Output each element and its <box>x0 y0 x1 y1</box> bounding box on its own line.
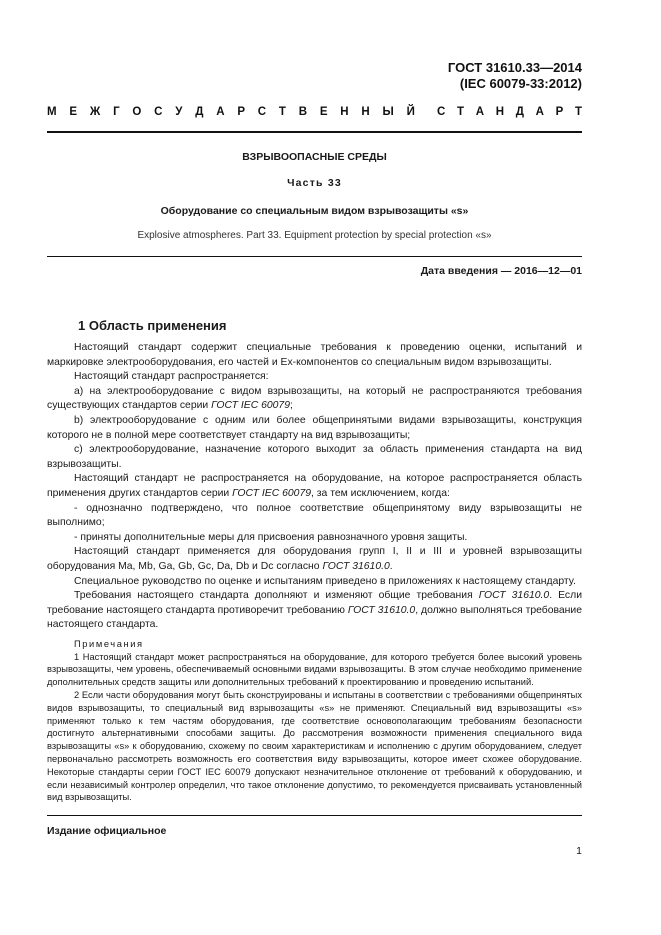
banner-letter: Р <box>555 106 564 118</box>
banner-letter: Т <box>574 106 582 118</box>
title-divider <box>47 256 582 257</box>
standard-reference: ГОСТ 31610.0 <box>478 590 550 602</box>
paragraph: - приняты дополнительные меры для присвоения равнозначного уровня защиты. <box>74 531 468 543</box>
standard-number-block <box>448 60 582 92</box>
banner-letter: О <box>132 106 142 118</box>
banner-letter: Й <box>406 106 415 118</box>
banner-letter: У <box>175 106 183 118</box>
banner-letter: А <box>535 106 544 118</box>
paragraph: Настоящий стандарт не распространяется на оборудование, на которое распространяется область применения других стандартов серии ГОСТ IEC 60079, за тем исключением, когда: <box>47 473 582 499</box>
banner-letter: Н <box>340 106 349 118</box>
paragraph: c) электрооборудование, назначение которого выходит за область применения стандарта на вид взрывозащиты. <box>47 444 582 470</box>
paragraph: Настоящий стандарт распространяется: <box>74 371 269 383</box>
standard-reference: ГОСТ 31610.0 <box>322 560 390 572</box>
paragraph: b) электрооборудование с одним или более общепринятыми видами взрывозащиты, конструкция которого не в полной мере соответствует стандарту на вид взрывозащиты; <box>47 414 582 441</box>
note-1: 1 Настоящий стандарт может распространяться на оборудование, для которого требуется более высокий уровень взрывозащиты, чем уровень, обеспечиваемый основными видами взрывозащиты. В этом случае необходимо применение дополнительных средств защиты или дополнительных требований к проектированию и проведению испытаний. <box>47 651 582 688</box>
paragraph: - однозначно подтверждено, что полное соответствие общепринятому виду взрывозащиты не выполнимо; <box>47 502 582 529</box>
introduction-date: Дата введения — 2016—12—01 <box>420 265 582 277</box>
banner-word-standard <box>437 106 582 118</box>
banner-letter: Ж <box>89 106 101 118</box>
document-subtitle: Оборудование со специальным видом взрывозащиты «s» <box>160 205 469 217</box>
notes-block <box>47 638 582 804</box>
paragraph: Настоящий стандарт применяется для оборудования групп I, II и III и уровней взрывозащиты оборудования Ma, Mb, Ga, Gb, Gc, Da, Db и Dc согласно ГОСТ 31610.0. <box>47 546 582 572</box>
banner-letter: М <box>47 106 57 118</box>
standard-number: ГОСТ 31610.33—2014 <box>447 60 582 75</box>
paragraph: Специальное руководство по оценке и испытаниям приведено в приложениях к настоящему стандарту. <box>74 575 576 587</box>
banner-letter: С <box>154 106 163 118</box>
document-title: ВЗРЫВООПАСНЫЕ СРЕДЫ <box>242 151 387 163</box>
banner-letter: Н <box>361 106 370 118</box>
standard-reference: ГОСТ IEC 60079 <box>232 487 312 499</box>
paragraph: Требования настоящего стандарта дополняют и изменяют общие требования ГОСТ 31610.0. Если требование настоящего стандарта противоречит требованию ГОСТ 31610.0, должно выполняться требование настоящего стандарта. <box>47 590 582 631</box>
banner-letter: А <box>475 106 485 118</box>
banner-letter: Ы <box>382 106 394 118</box>
banner-letter: Е <box>69 106 78 118</box>
banner-letter: В <box>298 106 308 118</box>
official-edition: Издание официальное <box>47 825 167 837</box>
banner-letter: Г <box>113 106 120 118</box>
interstate-standard-banner <box>47 106 582 118</box>
header-divider <box>47 131 582 133</box>
banner-letter: С <box>257 106 267 118</box>
banner-letter: А <box>216 106 225 118</box>
english-title: Explosive atmospheres. Part 33. Equipment protection by special protection «s» <box>137 230 492 241</box>
footer-divider <box>47 815 582 816</box>
standard-reference: ГОСТ 31610.0 <box>347 604 416 616</box>
banner-letter: Т <box>457 106 465 118</box>
section-heading: 1 Область применения <box>78 318 227 333</box>
banner-letter: Н <box>495 106 505 118</box>
banner-letter: Д <box>195 106 204 118</box>
banner-letter: Т <box>278 106 286 118</box>
banner-word-interstate <box>47 106 415 118</box>
banner-letter: Д <box>515 106 524 118</box>
banner-letter: С <box>437 106 446 118</box>
section-body <box>47 341 582 804</box>
paragraph: Настоящий стандарт содержит специальные требования к проведению оценки, испытаний и маркировке электрооборудования, его частей и Ex-компонентов со специальным видом взрывозащиты. <box>47 342 582 368</box>
standard-reference: ГОСТ IEC 60079 <box>211 400 290 412</box>
notes-heading: Примечания <box>74 638 144 649</box>
document-part: Часть 33 <box>287 177 342 189</box>
paragraph: а) на электрооборудование с видом взрывозащиты, на который не распространяются требования существующих стандартов серии ГОСТ IEC 60079; <box>47 385 582 412</box>
banner-letter: Е <box>319 106 328 118</box>
page-number: 1 <box>576 845 582 857</box>
iec-number: (IEC 60079-33:2012) <box>459 76 582 91</box>
note-2: 2 Если части оборудования могут быть сконструированы и испытаны в соответствии с требованиями общепринятых видов взрывозащиты, то специальный вид взрывозащиты «s» не применяют. Специальный вид взрывозащиты «s» применяют только к тем частям оборудования, где соответствие основополагающим требованиям безопасности достигнуто альтернативными способами защиты. До рассмотрения возможности применения специального вида взрывозащиты «s» к оборудованию, схожему по своим характеристикам и исполнению с другим оборудованием, следует первоначально рассмотреть возможность его соответствия виду взрывозащиты, которое имеет схожее оборудование. Некоторые стандарты серии ГОСТ IEC 60079 допускают незначительное отклонение от требований к оборудованию, и если независимый контролер определил, что такое отклонение допустимо, то рекомендуется присваивать установленный вид взрывозащиты. <box>47 690 582 803</box>
banner-letter: Р <box>237 106 245 118</box>
